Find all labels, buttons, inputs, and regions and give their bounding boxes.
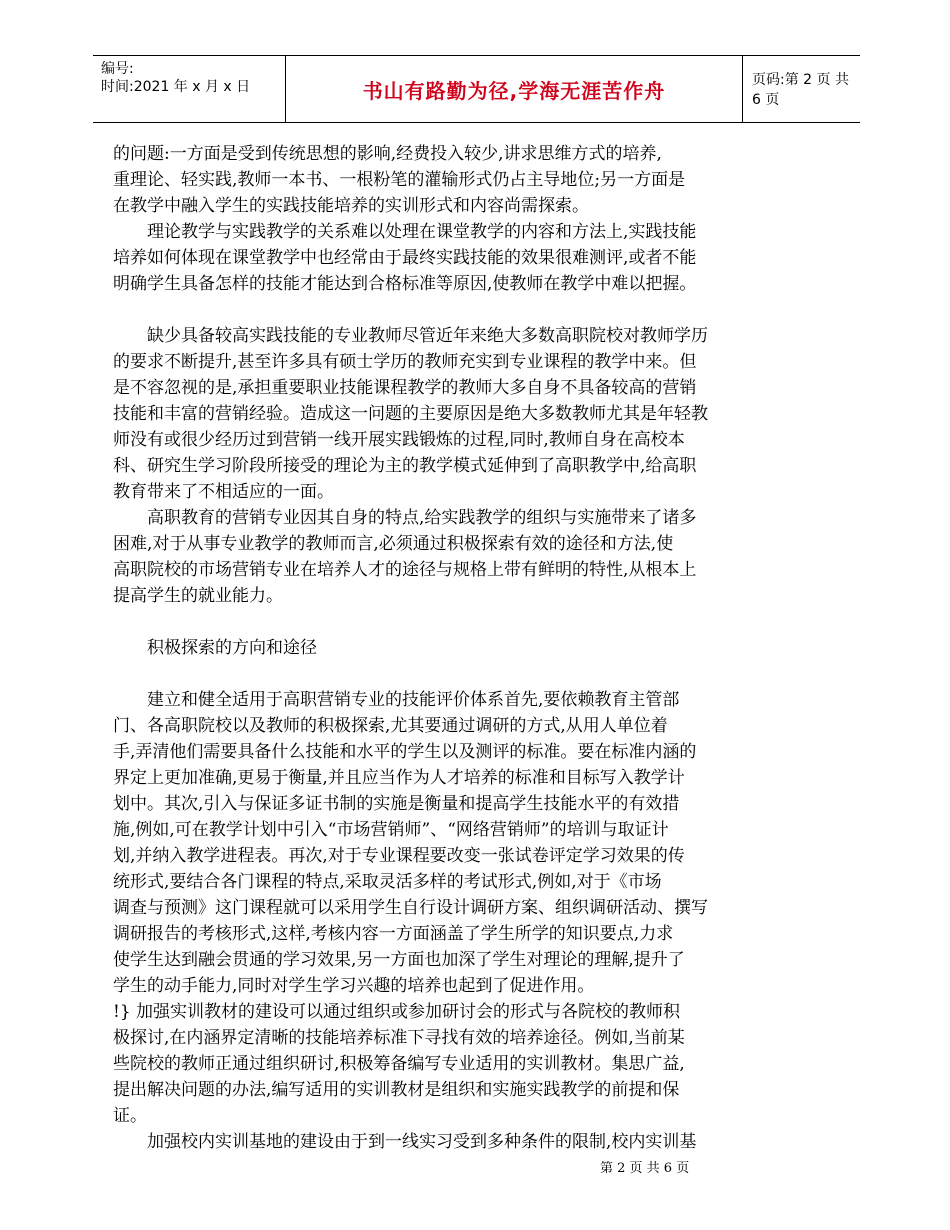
text-line: 困难,对于从事专业教学的教师而言,必须通过积极探索有效的途径和方法,使 bbox=[113, 534, 674, 554]
header-meta bbox=[93, 56, 285, 122]
text-line: 缺少具备较高实践技能的专业教师尽管近年来绝大多数高职院校对教师学历 bbox=[113, 326, 708, 346]
header-page-info: 页码:第 2 页 共 6 页 bbox=[752, 72, 849, 108]
text-line: 统形式,要结合各门课程的特点,采取灵活多样的考试形式,例如,对于《市场 bbox=[113, 872, 662, 892]
paragraph-7 bbox=[113, 1129, 773, 1155]
spacer bbox=[113, 661, 773, 687]
paragraph-5 bbox=[113, 687, 773, 999]
text-line: 的要求不断提升,甚至许多具有硕士学历的教师充实到专业课程的教学中来。但 bbox=[113, 352, 697, 372]
spacer bbox=[113, 297, 773, 323]
text-line: 调查与预测》这门课程就可以采用学生自行设计调研方案、组织调研活动、撰写 bbox=[113, 898, 708, 918]
text-line: 些院校的教师正通过组织研讨,积极筹备编写专业适用的实训教材。集思广益, bbox=[113, 1054, 685, 1074]
spacer bbox=[113, 609, 773, 635]
section-heading: 积极探索的方向和途径 bbox=[113, 638, 317, 658]
text-line: 门、各高职院校以及教师的积极探索,尤其要通过调研的方式,从用人单位着 bbox=[113, 716, 668, 736]
text-line: 划,并纳入教学进程表。再次,对于专业课程要改变一张试卷评定学习效果的传 bbox=[113, 846, 685, 866]
text-line: 提出解决问题的办法,编写适用的实训教材是组织和实施实践教学的前提和保 bbox=[113, 1080, 680, 1100]
text-line: 科、研究生学习阶段所接受的理论为主的教学模式延伸到了高职教学中,给高职 bbox=[113, 456, 697, 476]
paragraph-4 bbox=[113, 505, 773, 609]
paragraph-6 bbox=[113, 999, 773, 1129]
paragraph-3 bbox=[113, 323, 773, 505]
header-motto: 书山有路勤为径,学海无涯苦作舟 bbox=[362, 78, 666, 103]
text-line: 提高学生的就业能力。 bbox=[113, 586, 283, 606]
text-line: 划中。其次,引入与保证多证书制的实施是衡量和提高学生技能水平的有效措 bbox=[113, 794, 680, 814]
text-line: 证。 bbox=[113, 1106, 147, 1126]
text-line: 是不容忽视的是,承担重要职业技能课程教学的教师大多自身不具备较高的营销 bbox=[113, 378, 697, 398]
text-line: 高职院校的市场营销专业在培养人才的途径与规格上带有鲜明的特性,从根本上 bbox=[113, 560, 697, 580]
text-line: 师没有或很少经历过到营销一线开展实践锻炼的过程,同时,教师自身在高校本 bbox=[113, 430, 685, 450]
text-line: 技能和丰富的营销经验。造成这一问题的主要原因是绝大多数教师尤其是年轻教 bbox=[113, 404, 708, 424]
document-date: 时间:2021 年 x 月 x 日 bbox=[101, 79, 251, 95]
text-line: 建立和健全适用于高职营销专业的技能评价体系首先,要依赖教育主管部 bbox=[113, 690, 680, 710]
text-line: 培养如何体现在课堂教学中也经常由于最终实践技能的效果很难测评,或者不能 bbox=[113, 248, 697, 268]
page-header bbox=[93, 55, 860, 123]
text-line: 界定上更加准确,更易于衡量,并且应当作为人才培养的标准和目标写入教学计 bbox=[113, 768, 685, 788]
text-line: 手,弄清他们需要具备什么技能和水平的学生以及测评的标准。要在标准内涵的 bbox=[113, 742, 697, 762]
page-footer: 第 2 页 共 6 页 bbox=[600, 1161, 690, 1176]
text-line: !} 加强实训教材的建设可以通过组织或参加研讨会的形式与各院校的教师积 bbox=[113, 1002, 681, 1022]
text-line: 学生的动手能力,同时对学生学习兴趣的培养也起到了促进作用。 bbox=[113, 976, 595, 996]
paragraph-2 bbox=[113, 219, 773, 297]
text-line: 的问题:一方面是受到传统思想的影响,经费投入较少,讲求思维方式的培养, bbox=[113, 144, 662, 164]
text-line: 调研报告的考核形式,这样,考核内容一方面涵盖了学生所学的知识要点,力求 bbox=[113, 924, 674, 944]
paragraph-1 bbox=[113, 141, 773, 219]
text-line: 高职教育的营销专业因其自身的特点,给实践教学的组织与实施带来了诸多 bbox=[113, 508, 697, 528]
text-line: 重理论、轻实践,教师一本书、一根粉笔的灌输形式仍占主导地位;另一方面是 bbox=[113, 170, 686, 190]
document-number-label: 编号: bbox=[101, 61, 134, 77]
header-motto-cell bbox=[285, 56, 743, 122]
document-body bbox=[113, 141, 773, 1155]
header-page-cell bbox=[742, 56, 860, 122]
text-line: 施,例如,可在教学计划中引入“市场营销师”、“网络营销师”的培训与取证计 bbox=[113, 820, 669, 840]
text-line: 理论教学与实践教学的关系难以处理在课堂教学的内容和方法上,实践技能 bbox=[113, 222, 697, 242]
text-line: 使学生达到融会贯通的学习效果,另一方面也加深了学生对理论的理解,提升了 bbox=[113, 950, 685, 970]
text-line: 明确学生具备怎样的技能才能达到合格标准等原因,使教师在教学中难以把握。 bbox=[113, 274, 697, 294]
text-line: 极探讨,在内涵界定清晰的技能培养标准下寻找有效的培养途径。例如,当前某 bbox=[113, 1028, 685, 1048]
text-line: 加强校内实训基地的建设由于到一线实习受到多种条件的限制,校内实训基 bbox=[113, 1132, 697, 1152]
text-line: 教育带来了不相适应的一面。 bbox=[113, 482, 334, 502]
text-line: 在教学中融入学生的实践技能培养的实训形式和内容尚需探索。 bbox=[113, 196, 589, 216]
